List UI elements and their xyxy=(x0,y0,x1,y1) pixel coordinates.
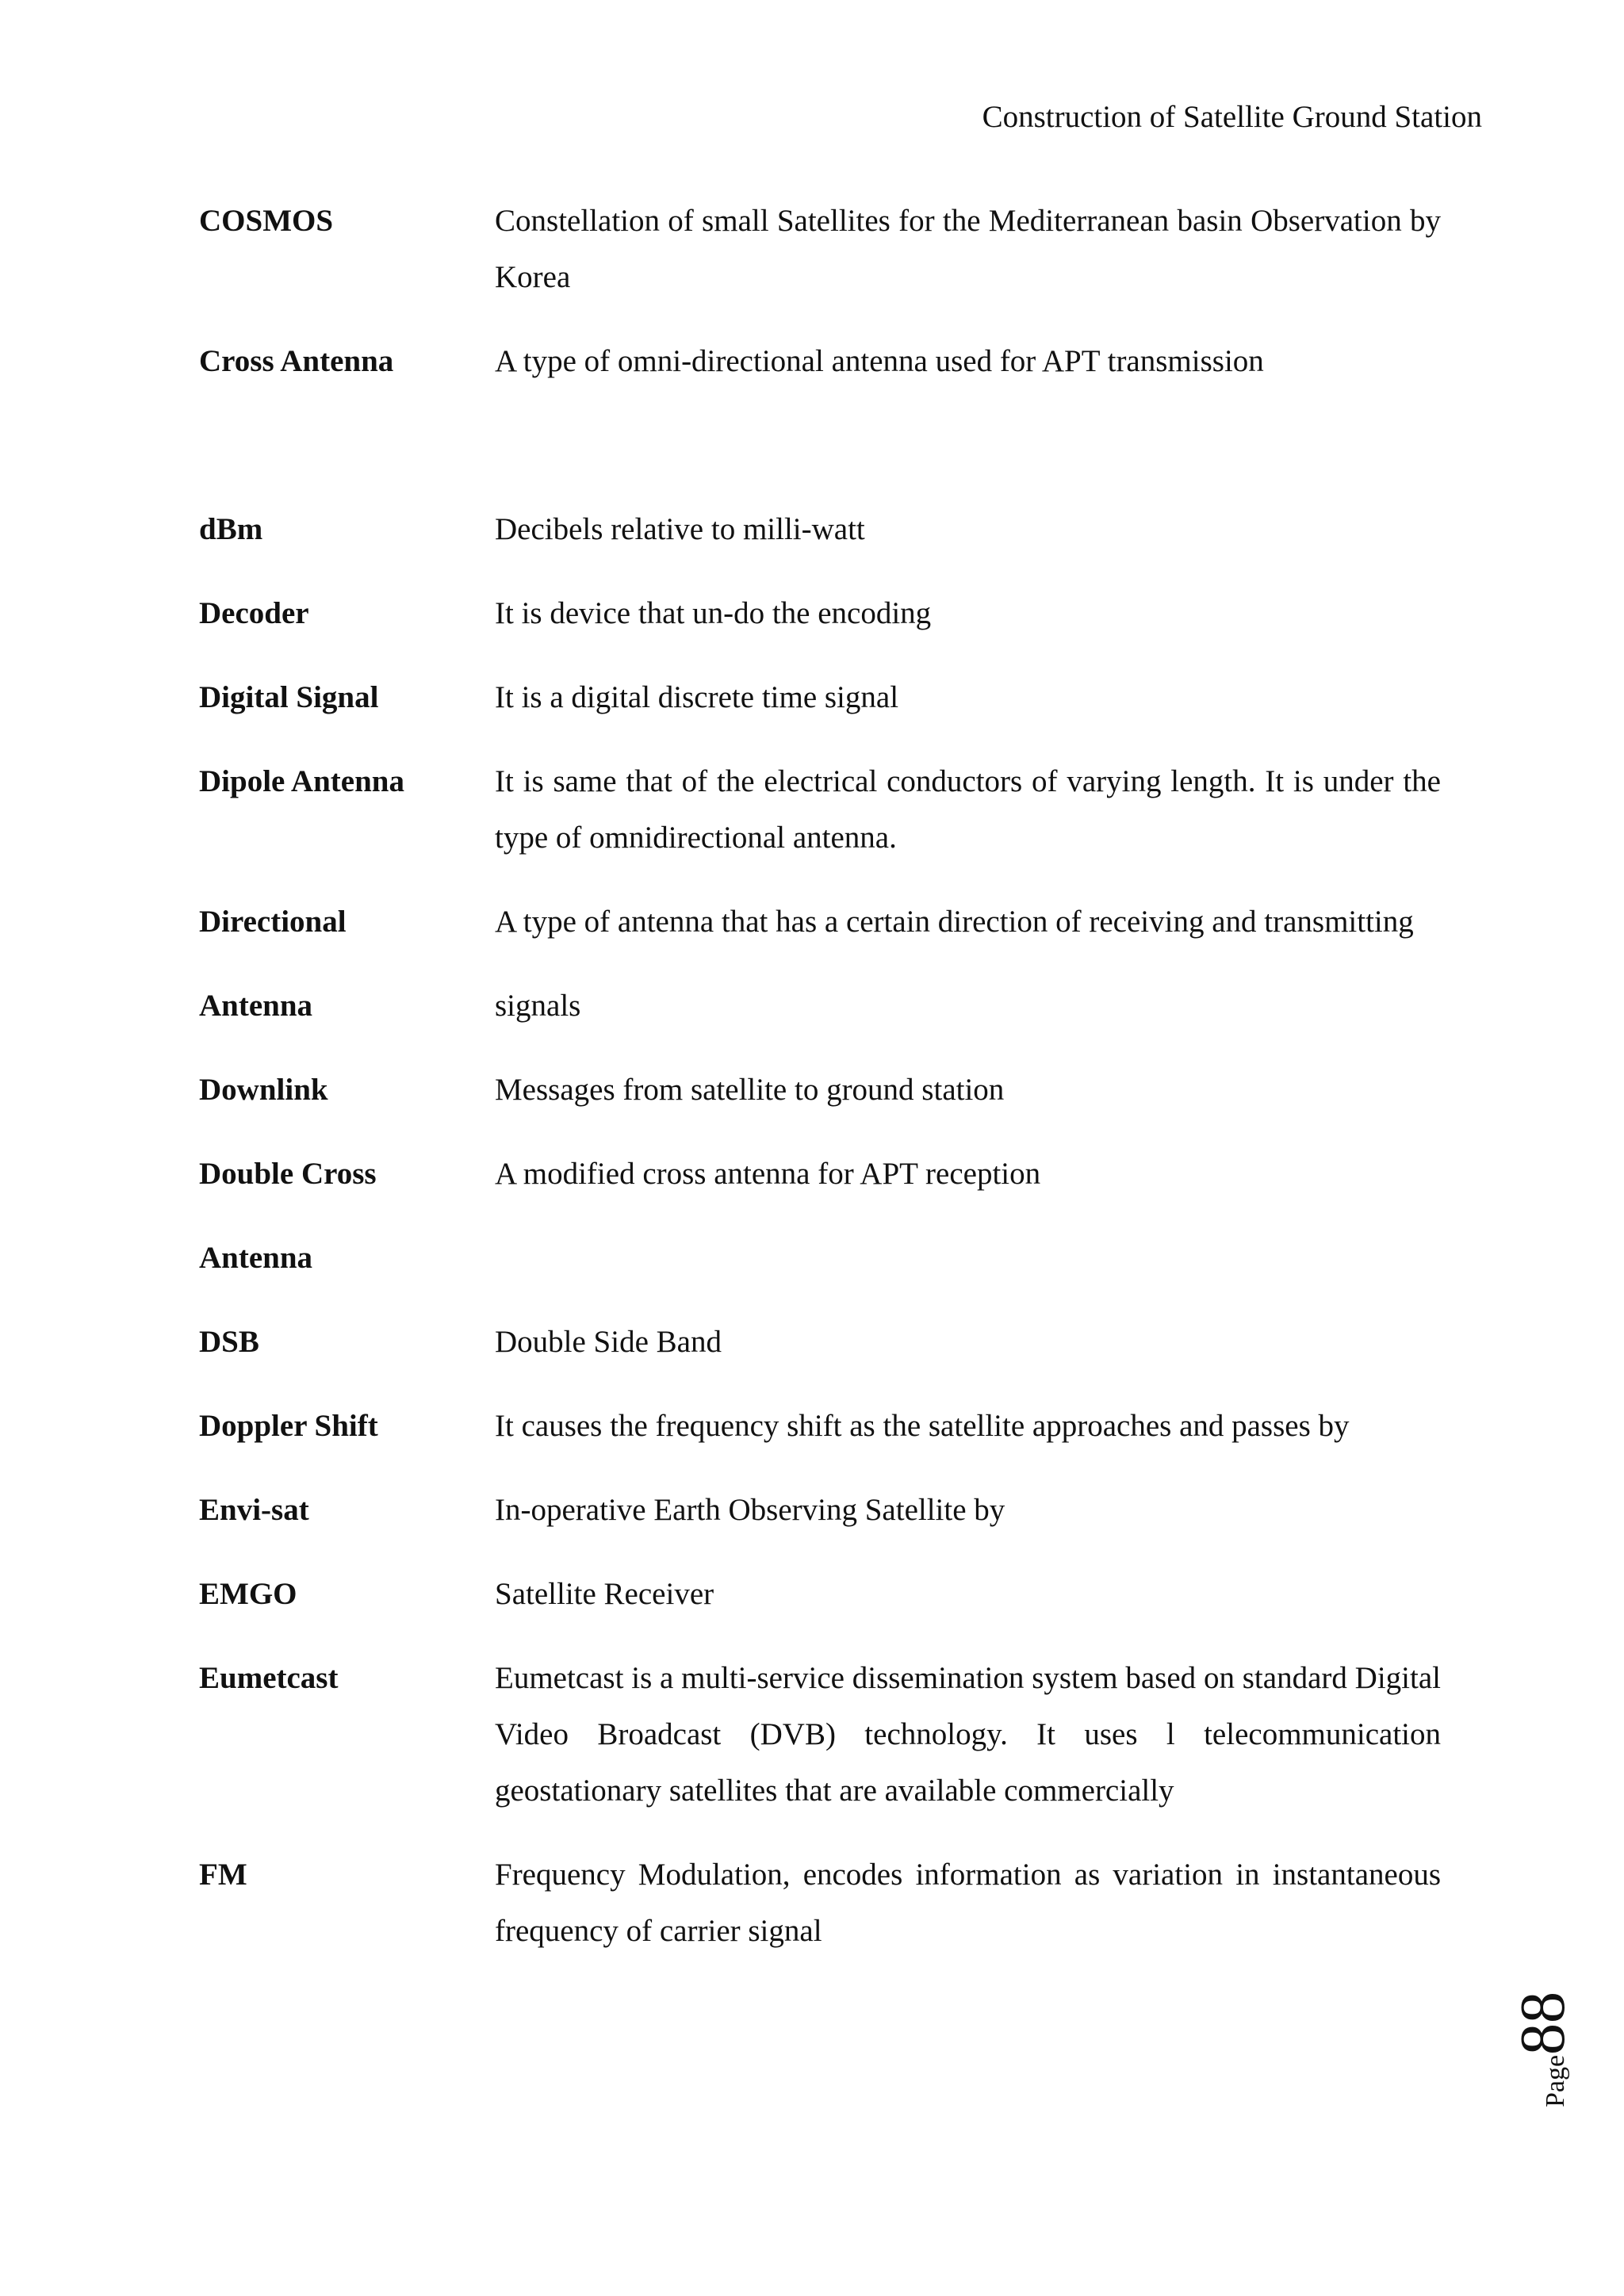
glossary-entry xyxy=(199,1314,1441,1370)
glossary-definition: Frequency Modulation, encodes information as variation in instantaneous frequency of carrier signal xyxy=(495,1858,1441,1948)
glossary-entry xyxy=(199,1398,1441,1454)
glossary-term: Digital Signal xyxy=(199,680,379,714)
glossary-term: dBm xyxy=(199,512,263,546)
glossary-definition: Decibels relative to milli-watt xyxy=(495,512,865,546)
glossary-definition: It is device that un-do the encoding xyxy=(495,596,932,630)
glossary-entry xyxy=(199,1230,1441,1286)
page-number xyxy=(1508,1990,1578,2109)
glossary-entry xyxy=(199,501,1441,557)
glossary-definition: In-operative Earth Observing Satellite by xyxy=(495,1493,1005,1527)
glossary-entry xyxy=(199,669,1441,725)
glossary-term: COSMOS xyxy=(199,204,334,238)
page-number-value: 88 xyxy=(1508,1991,1578,2055)
glossary-list xyxy=(199,193,1441,1987)
glossary-term xyxy=(199,417,495,473)
glossary-definition: Constellation of small Satellites for the Mediterranean basin Observation by Korea xyxy=(495,204,1441,294)
glossary-entry xyxy=(199,753,1441,866)
glossary-term: Envi-sat xyxy=(199,1493,309,1527)
glossary-term: FM xyxy=(199,1858,247,1892)
glossary-definition: It is a digital discrete time signal xyxy=(495,680,899,714)
glossary-term: DSB xyxy=(199,1325,259,1359)
glossary-entry xyxy=(199,585,1441,641)
glossary-term: Dipole Antenna xyxy=(199,764,404,798)
glossary-definition: A type of antenna that has a certain direction of receiving and transmitting xyxy=(495,905,1414,939)
glossary-definition: Messages from satellite to ground station xyxy=(495,1073,1005,1107)
glossary-entry xyxy=(199,1062,1441,1118)
glossary-definition: Double Side Band xyxy=(495,1325,722,1359)
glossary-entry xyxy=(199,1482,1441,1538)
glossary-term: Cross Antenna xyxy=(199,344,394,378)
running-header: Construction of Satellite Ground Station xyxy=(982,100,1482,134)
glossary-definition: Eumetcast is a multi-service dissemination system based on standard Digital Video Broadcast (DVB) technology. It uses l telecommunication geostationary satellites that are available commercially xyxy=(495,1661,1441,1808)
glossary-definition: signals xyxy=(495,989,581,1023)
glossary-term: Decoder xyxy=(199,596,309,630)
glossary-entry xyxy=(199,978,1441,1034)
glossary-definition: A modified cross antenna for APT reception xyxy=(495,1157,1041,1191)
page-label: Page xyxy=(1541,2054,1570,2108)
glossary-term: Doppler Shift xyxy=(199,1409,378,1443)
glossary-term: Antenna xyxy=(199,1241,313,1275)
glossary-entry xyxy=(199,1846,1441,1959)
glossary-entry xyxy=(199,1566,1441,1622)
glossary-term: Eumetcast xyxy=(199,1661,339,1695)
glossary-definition: It causes the frequency shift as the satellite approaches and passes by xyxy=(495,1409,1350,1443)
glossary-definition xyxy=(495,417,1441,473)
glossary-entry xyxy=(199,333,1441,389)
glossary-entry xyxy=(199,193,1441,305)
glossary-term: Directional xyxy=(199,905,347,939)
glossary-definition: It is same that of the electrical conductors of varying length. It is under the type of omnidirectional antenna. xyxy=(495,764,1441,855)
glossary-entry-blank xyxy=(199,417,1441,473)
glossary-definition: A type of omni-directional antenna used for APT transmission xyxy=(495,344,1264,378)
glossary-term: Double Cross xyxy=(199,1157,377,1191)
glossary-entry xyxy=(199,1650,1441,1819)
glossary-term: Downlink xyxy=(199,1073,328,1107)
glossary-term: EMGO xyxy=(199,1577,297,1611)
glossary-entry xyxy=(199,894,1441,950)
glossary-term: Antenna xyxy=(199,989,313,1023)
glossary-definition: Satellite Receiver xyxy=(495,1577,714,1611)
glossary-entry xyxy=(199,1146,1441,1202)
